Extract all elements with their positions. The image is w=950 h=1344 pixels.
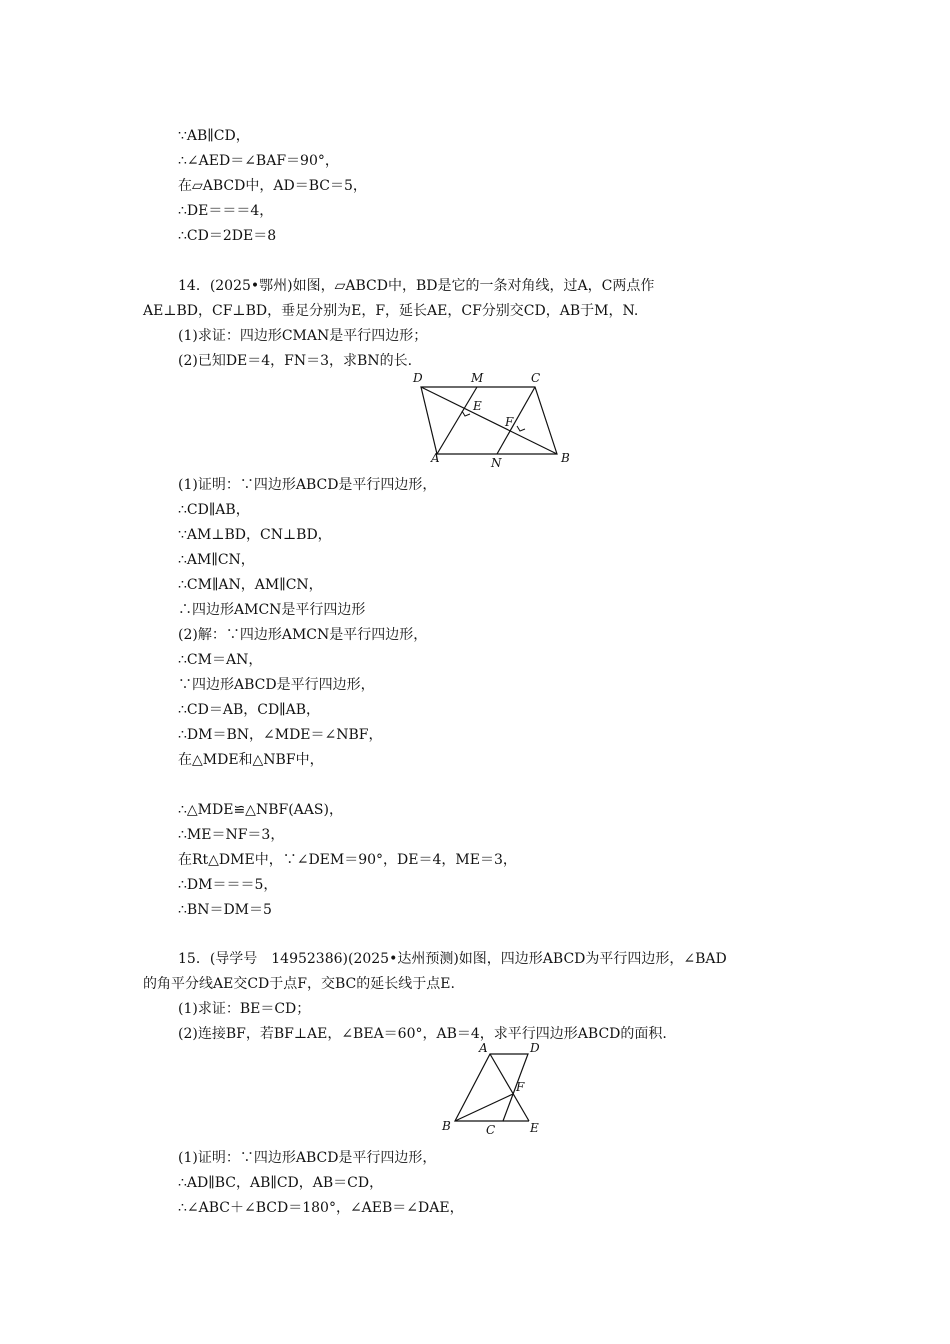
q15-solution-line: (1)证明：∵四边形ABCD是平行四边形， — [178, 1150, 437, 1166]
q14-stem-line-2: AE⊥BD，CF⊥BD，垂足分别为E，F，延长AE，CF分别交CD，AB于M，N. — [143, 303, 639, 319]
q14-solution-line: ∴CM∥AN，AM∥CN， — [178, 577, 323, 593]
q14-solution-line: ∴四边形AMCN是平行四边形 — [178, 602, 366, 618]
label-B: B — [561, 451, 570, 465]
q14-solution-line: 在Rt△DME中，∵∠DEM＝90°，DE＝4，ME＝3， — [178, 852, 517, 868]
q14-solution-line: ∴ME＝NF＝3， — [178, 827, 285, 843]
label-A: A — [431, 451, 440, 465]
q14-figure — [405, 368, 585, 472]
q14-solution-line: (2)解：∵四边形AMCN是平行四边形， — [178, 627, 428, 643]
label-D: D — [413, 371, 423, 385]
label-E: E — [473, 399, 482, 413]
label-E: E — [530, 1121, 539, 1135]
q14-solution-line: ∵四边形ABCD是平行四边形， — [178, 677, 375, 693]
label-D: D — [530, 1041, 540, 1055]
q14-solution-line: (1)证明：∵四边形ABCD是平行四边形， — [178, 477, 437, 493]
label-B: B — [442, 1119, 451, 1133]
q15-stem-line-2: 的角平分线AE交CD于点F，交BC的延长线于点E. — [143, 976, 455, 992]
q15-solution-line: ∴∠ABC＋∠BCD＝180°，∠AEB＝∠DAE， — [178, 1200, 464, 1216]
segment-AM — [437, 387, 477, 454]
q15-stem-line-1: 15．(导学号 14952386)(2025•达州预测)如图，四边形ABCD为平行四边形，∠BAD — [178, 951, 727, 967]
q14-solution-line: ∴CD＝AB，CD∥AB， — [178, 702, 321, 718]
q14-solution-line: ∴△MDE≌△NBF(AAS)， — [178, 802, 343, 818]
label-C: C — [486, 1123, 496, 1137]
q14-stem-line-1: 14．(2025•鄂州)如图，▱ABCD中，BD是它的一条对角线，过A，C两点作 — [178, 278, 655, 294]
q14-solution-line: ∴CD∥AB， — [178, 502, 250, 518]
q14-solution-line: ∴DM＝＝＝5， — [178, 877, 278, 893]
q14-solution-line: ∴AM∥CN， — [178, 552, 255, 568]
label-N: N — [491, 456, 502, 470]
right-angle-mark-F — [517, 426, 525, 431]
q14-solution-line: ∴CM＝AN， — [178, 652, 263, 668]
right-angle-mark-E — [462, 411, 470, 416]
segment-CN — [497, 387, 535, 454]
q15-solution-line: ∴AD∥BC，AB∥CD，AB＝CD， — [178, 1175, 384, 1191]
diagonal-BD — [421, 387, 557, 454]
label-M: M — [471, 371, 484, 385]
label-F: F — [516, 1080, 525, 1094]
q14-solution-line: 在△MDE和△NBF中， — [178, 752, 324, 768]
text-line: ∴CD＝2DE＝8 — [178, 228, 277, 244]
label-C: C — [531, 371, 541, 385]
text-line: ∵AB∥CD， — [178, 128, 250, 144]
q15-figure — [436, 1040, 548, 1140]
q15-part-1: (1)求证：BE＝CD； — [178, 1001, 311, 1017]
label-F: F — [505, 415, 514, 429]
q15-part-2: (2)连接BF，若BF⊥AE，∠BEA＝60°，AB＝4，求平行四边形ABCD的面积. — [178, 1026, 667, 1042]
text-line: ∴DE＝＝＝4， — [178, 203, 274, 219]
q14-part-2: (2)已知DE＝4，FN＝3，求BN的长. — [178, 353, 413, 369]
text-line: 在▱ABCD中，AD＝BC＝5， — [178, 178, 367, 194]
q14-part-1: (1)求证：四边形CMAN是平行四边形； — [178, 328, 428, 344]
q14-solution-line: ∴BN＝DM＝5 — [178, 902, 272, 918]
label-A: A — [479, 1041, 488, 1055]
q14-solution-line: ∴DM＝BN，∠MDE＝∠NBF， — [178, 727, 383, 743]
q14-solution-line: ∵AM⊥BD，CN⊥BD， — [178, 527, 332, 543]
text-line: ∴∠AED＝∠BAF＝90°， — [178, 153, 339, 169]
